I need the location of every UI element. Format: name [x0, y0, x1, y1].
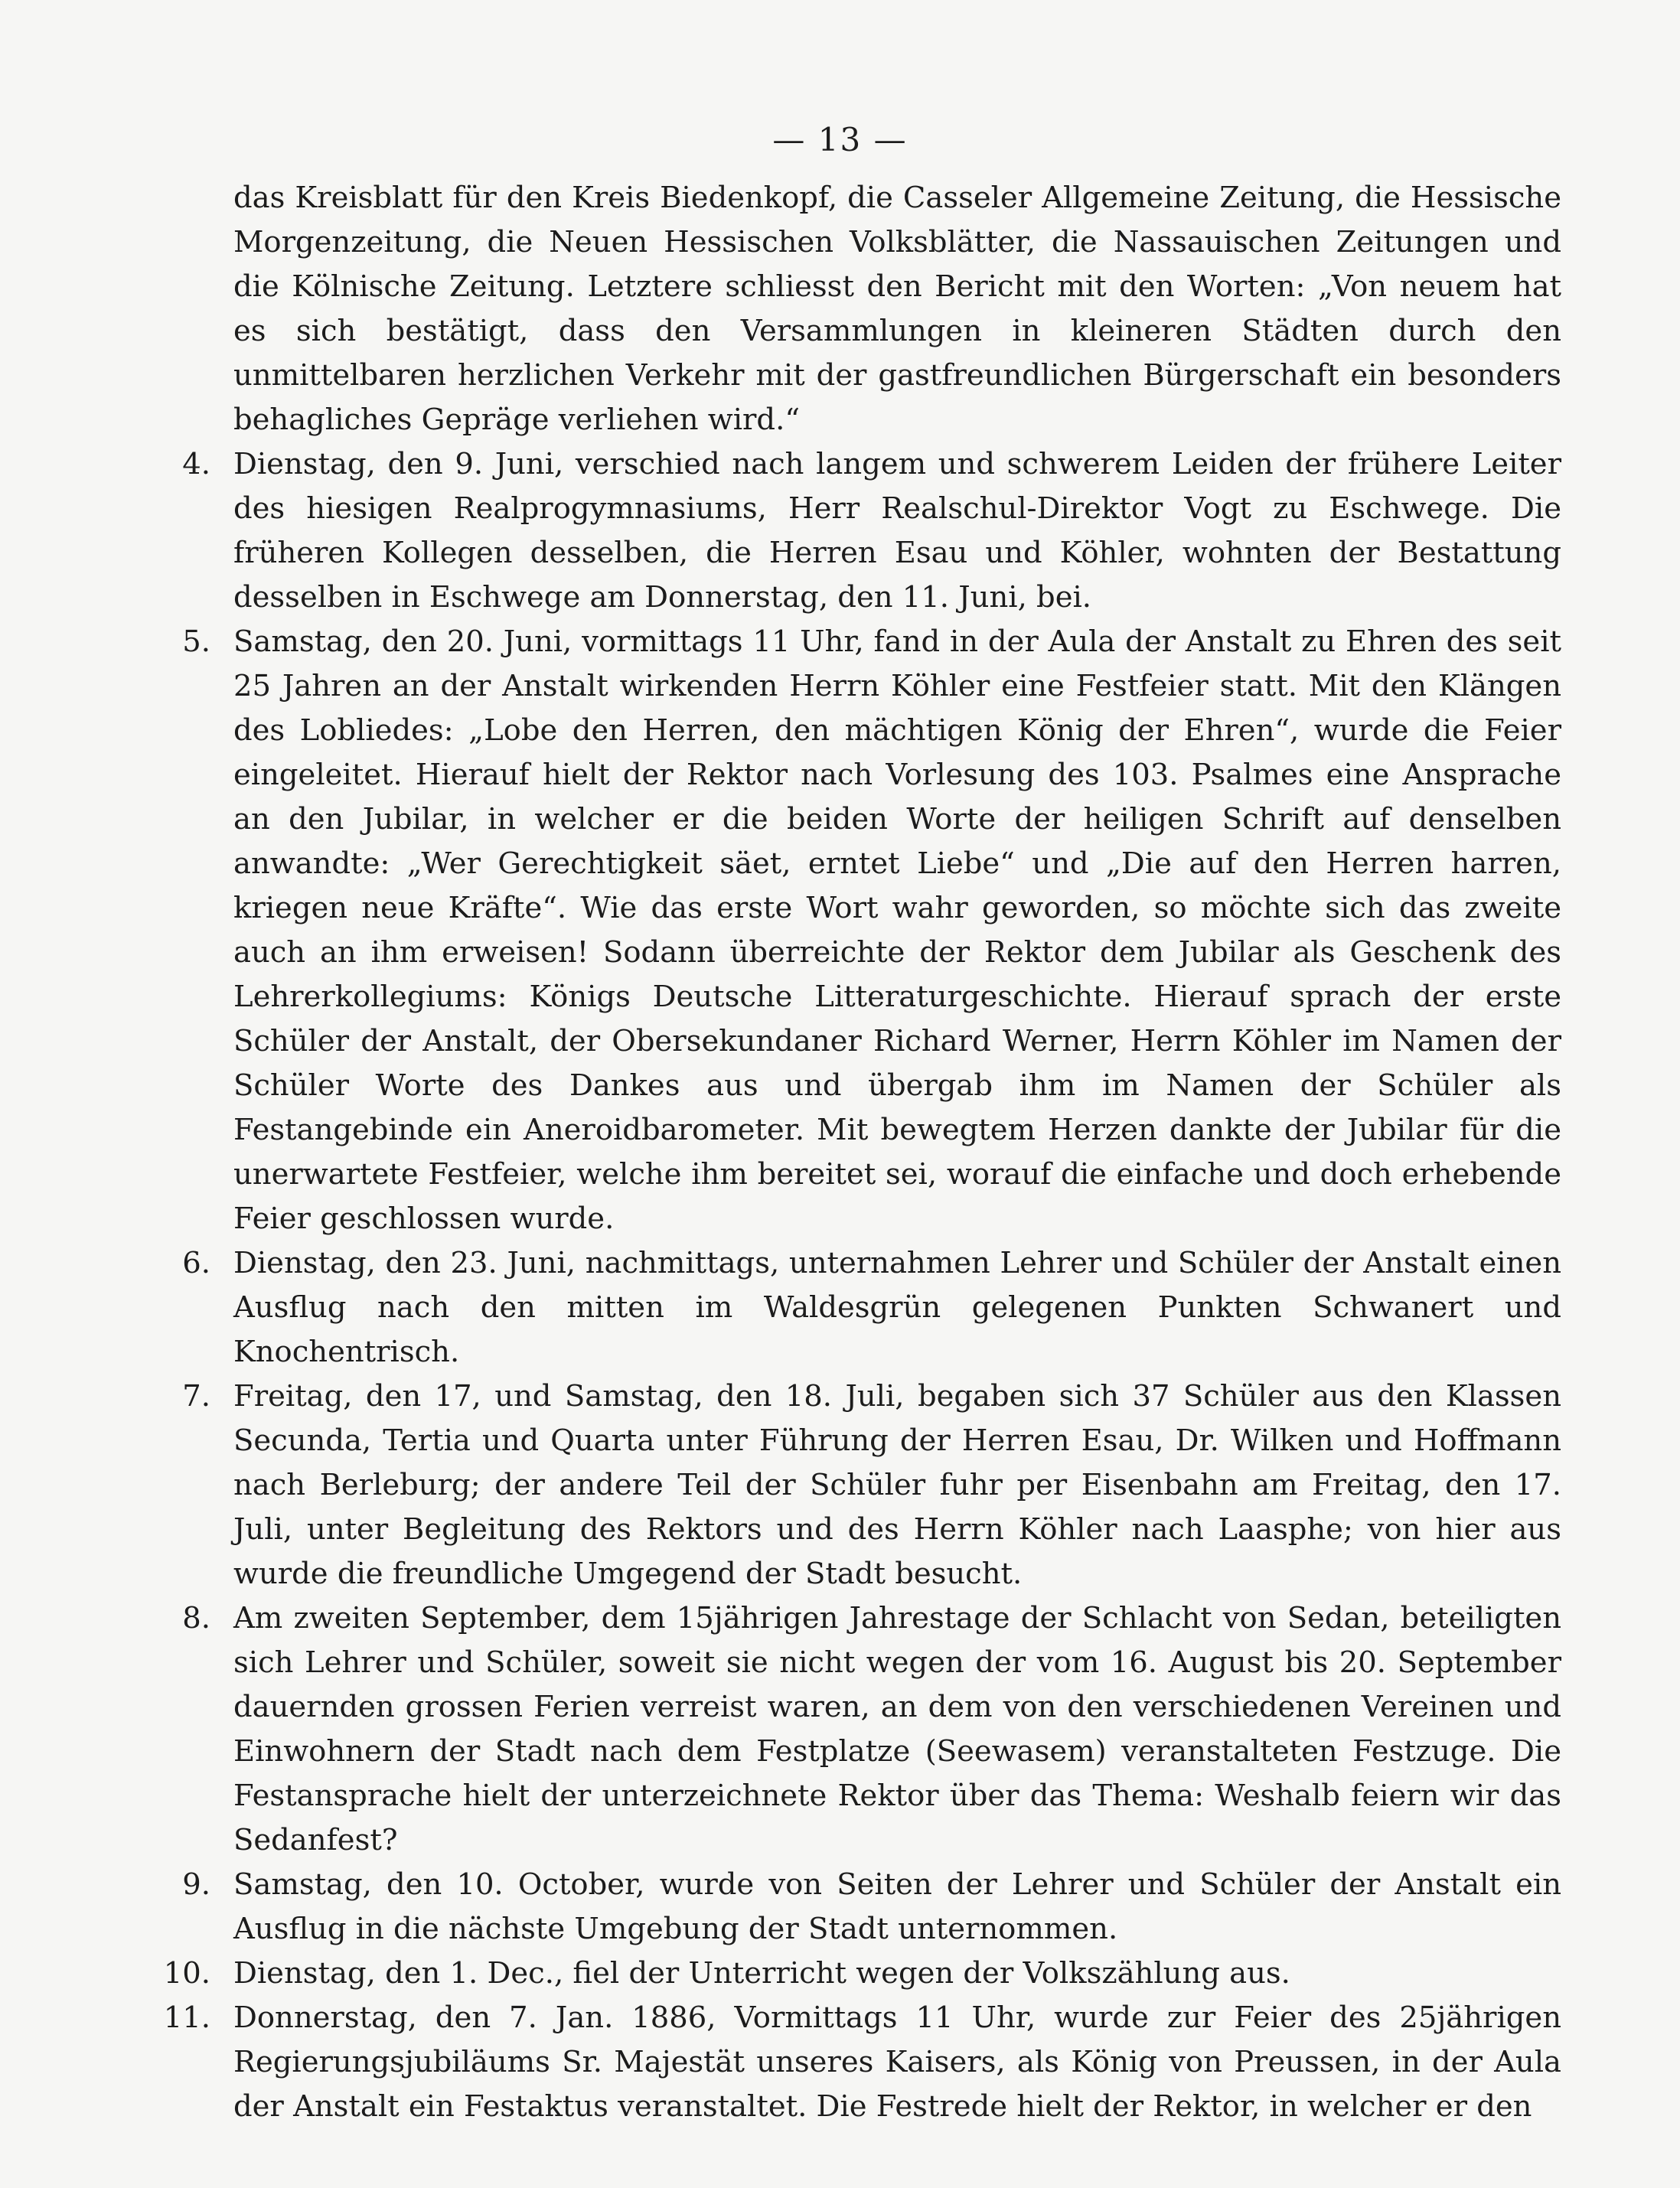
item-number: 11.: [163, 2001, 210, 2035]
item-number: 5.: [182, 624, 210, 659]
list-item: [107, 1241, 1561, 1374]
list-item: [107, 1996, 1561, 2129]
item-number: 4.: [182, 447, 210, 481]
item-number: 9.: [182, 1867, 210, 1902]
item-number: 8.: [182, 1601, 210, 1635]
list-item: [107, 1596, 1561, 1863]
list-item: [107, 1863, 1561, 1952]
list-item: [107, 1952, 1561, 1996]
item-text: Dienstag, den 9. Juni, verschied nach langem und schwerem Leiden der frühere Leiter des hiesigen Realprogymnasiums, Herr Realschul-Direktor Vogt zu Eschwege. Die früheren Kollegen desselben, die Herren Esau und Köhler, wohnten der Bestattung desselben in Eschwege am Donnerstag, den 11. Juni, bei.: [233, 447, 1561, 615]
item-text: Dienstag, den 1. Dec., fiel der Unterricht wegen der Volkszählung aus.: [233, 1956, 1290, 1991]
page-number: — 13 —: [772, 121, 908, 158]
item-text: Freitag, den 17, und Samstag, den 18. Juli, begaben sich 37 Schüler aus den Klassen Secunda, Tertia und Quarta unter Führung der Herren Esau, Dr. Wilken und Hoffmann nach Berleburg; der andere Teil der Schüler fuhr per Eisenbahn am Freitag, den 17. Juli, unter Begleitung des Rektors und des Herrn Köhler nach Laasphe; von hier aus wurde die freundliche Umgegend der Stadt besucht.: [233, 1379, 1561, 1591]
item-text: Samstag, den 20. Juni, vormittags 11 Uhr, fand in der Aula der Anstalt zu Ehren des seit 25 Jahren an der Anstalt wirkenden Herrn Köhler eine Festfeier statt. Mit den Klängen des Lobliedes: „Lobe den Herren, den mächtigen König der Ehren“, wurde die Feier eingeleitet. Hierauf hielt der Rektor nach Vorlesung des 103. Psalmes eine Ansprache an den Jubilar, in welcher er die beiden Worte der heiligen Schrift auf denselben anwandte: „Wer Gerechtigkeit säet, erntet Liebe“ und „Die auf den Herren harren, kriegen neue Kräfte“. Wie das erste Wort wahr geworden, so möchte sich das zweite auch an ihm erweisen! Sodann überreichte der Rektor dem Jubilar als Geschenk des Lehrerkollegiums: Königs Deutsche Litteraturgeschichte. Hierauf sprach der erste Schüler der Anstalt, der Obersekundaner Richard Werner, Herrn Köhler im Namen der Schüler Worte des Dankes aus und übergab ihm im Namen der Schüler als Festangebinde ein Aneroidbarometer. Mit bewegtem Herzen dankte der Jubilar für die unerwartete Festfeier, welche ihm bereitet sei, worauf die einfache und doch erhebende Feier geschlossen wurde.: [233, 624, 1561, 1236]
item-text: Dienstag, den 23. Juni, nachmittags, unternahmen Lehrer und Schüler der Anstalt einen Ausflug nach den mitten im Waldesgrün gelegenen Punkten Schwanert und Knochentrisch.: [233, 1246, 1561, 1369]
item-text: Am zweiten September, dem 15jährigen Jahrestage der Schlacht von Sedan, beteiligten sich Lehrer und Schüler, soweit sie nicht wegen der vom 16. August bis 20. September dauernden grossen Ferien verreist waren, an dem von den verschiedenen Vereinen und Einwohnern der Stadt nach dem Festplatze (Seewasem) veranstalteten Festzuge. Die Festansprache hielt der unterzeichnete Rektor über das Thema: Weshalb feiern wir das Sedanfest?: [233, 1601, 1561, 1857]
item-text: Donnerstag, den 7. Jan. 1886, Vormittags 11 Uhr, wurde zur Feier des 25jährigen Regierungsjubiläums Sr. Majestät unseres Kaisers, als König von Preussen, in der Aula der Anstalt ein Festaktus veranstaltet. Die Festrede hielt der Rektor, in welcher er den: [233, 2001, 1561, 2124]
intro-paragraph: das Kreisblatt für den Kreis Biedenkopf, die Casseler Allgemeine Zeitung, die Hessische Morgenzeitung, die Neuen Hessischen Volksblätter, die Nassauischen Zeitungen und die Kölnische Zeitung. Letztere schliesst den Bericht mit den Worten: „Von neuem hat es sich bestätigt, dass den Versammlungen in kleineren Städten durch den unmittelbaren herzlichen Verkehr mit der gastfreundlichen Bürgerschaft ein besonders behagliches Gepräge verliehen wird.“: [233, 181, 1561, 437]
list-item: [107, 1374, 1561, 1596]
item-text: Samstag, den 10. October, wurde von Seiten der Lehrer und Schüler der Anstalt ein Ausflug in die nächste Umgebung der Stadt unternommen.: [233, 1867, 1561, 1946]
item-number: 10.: [163, 1956, 210, 1991]
item-number: 6.: [182, 1246, 210, 1280]
list-item: [107, 442, 1561, 620]
list-item: [107, 620, 1561, 1241]
item-number: 7.: [182, 1379, 210, 1414]
body-text: [107, 176, 1561, 2129]
